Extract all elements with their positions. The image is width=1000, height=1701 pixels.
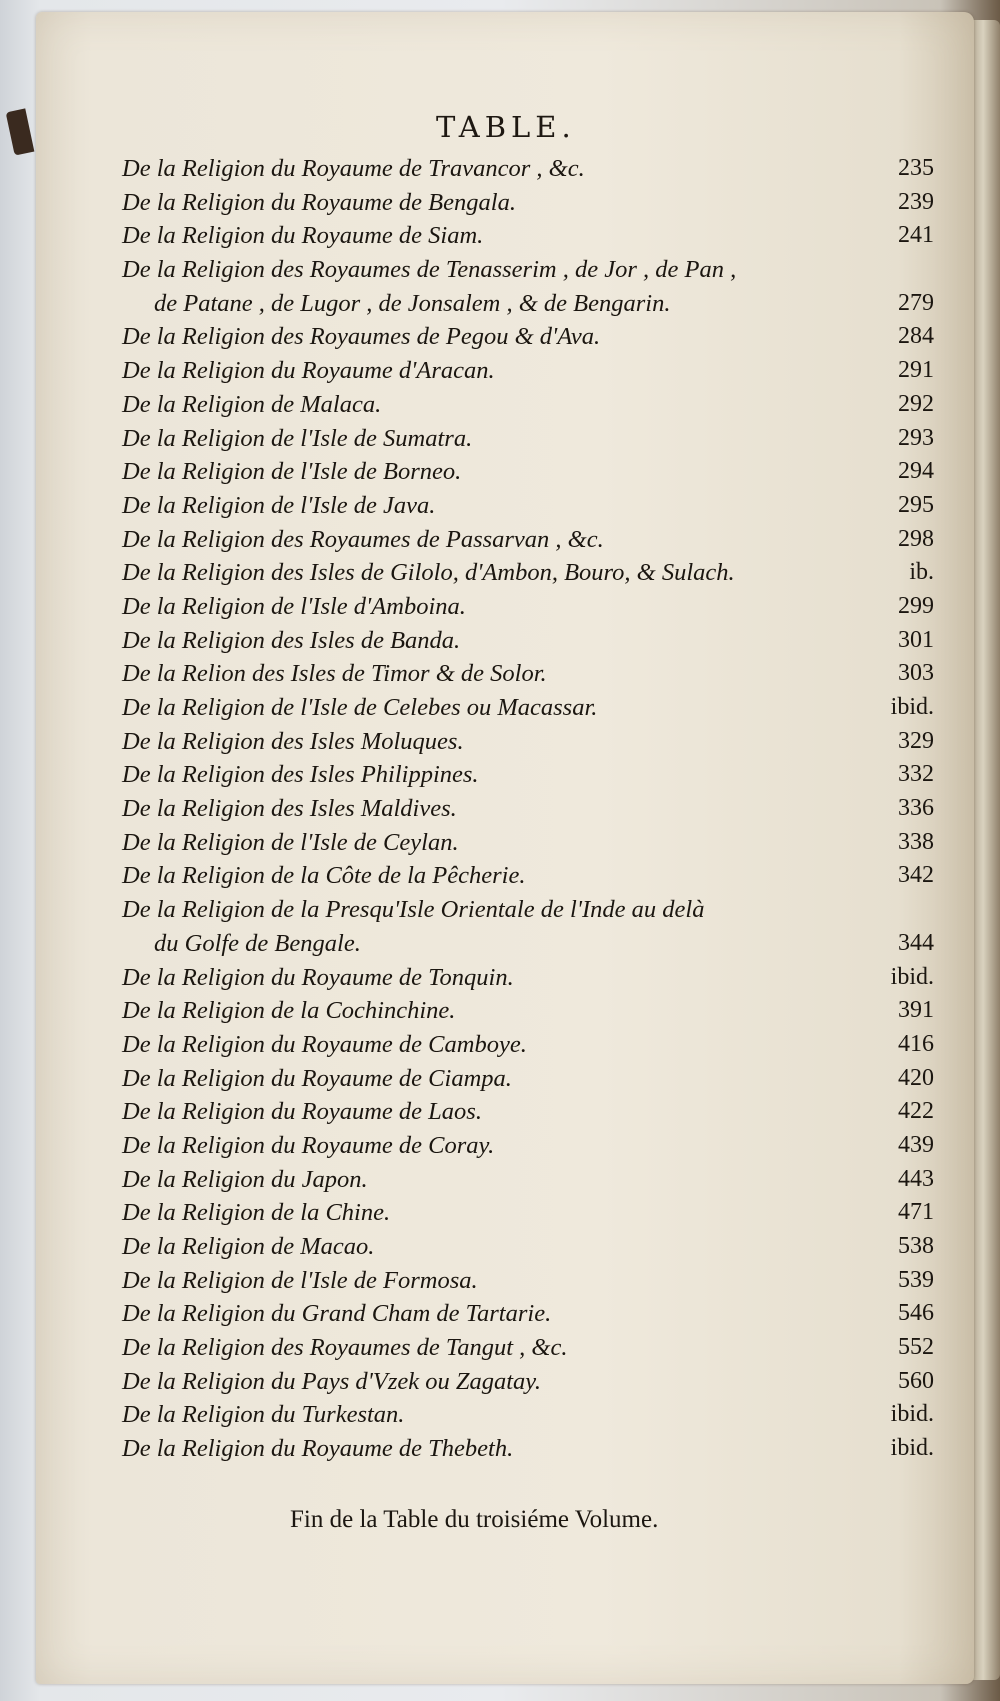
toc-entry-title	[122, 691, 934, 725]
toc-entry-text: De la Religion de l'Isle de Borneo.	[122, 458, 462, 486]
toc-entry-title	[122, 1297, 934, 1331]
toc-page-number: ib.	[909, 559, 934, 586]
toc-entry-text: de Patane , de Lugor , de Jonsalem , & de Bengarin.	[154, 289, 671, 317]
toc-page-number: 235	[898, 155, 934, 181]
toc-entry	[122, 1196, 934, 1230]
running-head: TABLE.	[436, 110, 576, 144]
toc-entry	[122, 758, 934, 792]
toc-entry-text: De la Religion du Royaume de Coray.	[122, 1131, 495, 1159]
toc-entry-title	[122, 590, 934, 624]
toc-entry	[122, 152, 934, 186]
toc-entry-title	[122, 354, 934, 388]
toc-page-number: 241	[898, 222, 934, 249]
toc-entry-text: De la Relion des Isles de Timor & de Solor.	[122, 660, 547, 688]
toc-page-number: 344	[898, 929, 934, 956]
toc-page-number: 443	[898, 1165, 934, 1192]
toc-entry	[122, 320, 934, 354]
toc-page-number: ibid.	[890, 1435, 934, 1462]
toc-page-number: 298	[898, 525, 934, 552]
toc-entry-text: De la Religion du Pays d'Vzek ou Zagatay.	[122, 1367, 541, 1395]
toc-entry-text: De la Religion de l'Isle de Sumatra.	[122, 424, 473, 452]
toc-entry-text: De la Religion du Royaume de Laos.	[122, 1098, 482, 1126]
toc-page-number: 301	[898, 626, 934, 653]
toc-entry-text: De la Religion de la Chine.	[122, 1199, 391, 1227]
toc-entry	[122, 792, 934, 826]
toc-page-number: 422	[898, 1098, 934, 1125]
toc-entry-text: De la Religion de l'Isle de Celebes ou Macassar.	[122, 694, 598, 721]
toc-entry-text: De la Religion de l'Isle de Ceylan.	[122, 828, 459, 856]
toc-entry-title	[122, 1196, 934, 1230]
toc-entry	[122, 1163, 934, 1197]
toc-entry-text: De la Religion des Isles Maldives.	[122, 795, 457, 823]
toc-entry-text: De la Religion de l'Isle d'Amboina.	[122, 592, 466, 620]
toc-entry	[122, 1028, 934, 1062]
toc-entry	[122, 893, 934, 960]
toc-entry	[122, 354, 934, 388]
adjacent-page-edge	[972, 20, 1000, 1680]
toc-page-number: 546	[898, 1300, 934, 1327]
toc-entry	[122, 219, 934, 253]
toc-page-number: 239	[898, 188, 934, 215]
toc-entry-title	[122, 961, 934, 995]
toc-entry-title	[122, 1398, 934, 1432]
toc-entry-text: De la Religion des Royaumes de Passarvan , &c.	[122, 525, 604, 553]
toc-entry-text: De la Religion du Turkestan.	[122, 1401, 405, 1429]
toc-entry-text: du Golfe de Bengale.	[154, 929, 361, 957]
toc-entry-title	[122, 1129, 934, 1163]
toc-page-number: ibid.	[890, 694, 934, 720]
toc-entry-text: De la Religion de Malaca.	[122, 390, 382, 418]
toc-entry	[122, 1398, 934, 1432]
toc-entry-text: De la Religion du Royaume de Siam.	[122, 222, 484, 250]
toc-entry	[122, 1129, 934, 1163]
toc-page-number: 552	[898, 1334, 934, 1361]
toc-page-number: 338	[898, 828, 934, 855]
toc-entry	[122, 826, 934, 860]
toc-entry	[122, 489, 934, 523]
toc-page-number: 539	[898, 1266, 934, 1293]
toc-entry	[122, 1062, 934, 1096]
toc-entry	[122, 1432, 934, 1466]
toc-page-number: 293	[898, 424, 934, 451]
toc-page-number: 291	[898, 357, 934, 384]
toc-page-number: ibid.	[890, 963, 934, 990]
toc-page-number: 332	[898, 761, 934, 788]
toc-entry-text: De la Religion du Grand Cham de Tartarie.	[122, 1300, 552, 1328]
toc-entry-title	[122, 1230, 934, 1264]
toc-entry	[122, 691, 934, 725]
toc-entry-text: De la Religion de la Cochinchine.	[122, 997, 456, 1025]
toc-entry-title	[122, 1163, 934, 1197]
toc-entry	[122, 1264, 934, 1298]
toc-page-number: 420	[898, 1064, 934, 1091]
toc-entry	[122, 253, 934, 320]
toc-entry	[122, 186, 934, 220]
toc-entry-title	[122, 388, 934, 422]
toc-entry-title	[122, 657, 934, 691]
toc-entry-title	[122, 422, 934, 456]
toc-page-number: 303	[898, 660, 934, 687]
toc-page-number: 292	[898, 390, 934, 417]
toc-entry-text: De la Religion du Royaume de Tonquin.	[122, 963, 514, 991]
toc-entry-title	[122, 556, 934, 590]
toc-page-number: 299	[898, 592, 934, 619]
toc-page-number: 279	[898, 289, 934, 316]
toc-entry-text: De la Religion des Royaumes de Tenasserim , de Jor , de Pan ,	[122, 256, 737, 284]
toc-entry	[122, 624, 934, 658]
toc-entry-text: De la Religion de la Côte de la Pêcherie.	[122, 862, 526, 890]
toc-entry-text: De la Religion du Royaume de Thebeth.	[122, 1435, 514, 1463]
toc-entry-title	[122, 219, 934, 253]
toc-page-number: 471	[898, 1199, 934, 1226]
toc-entry-title	[122, 1028, 934, 1062]
toc-entry-text: De la Religion du Royaume de Ciampa.	[122, 1064, 512, 1092]
toc-entry-text: De la Religion du Royaume d'Aracan.	[122, 357, 495, 385]
toc-entry-text: De la Religion des Isles Philippines.	[122, 761, 479, 789]
toc-page-number: 284	[898, 323, 934, 350]
toc-entry-text: De la Religion de Macao.	[122, 1233, 375, 1260]
toc-entry-title	[122, 792, 934, 826]
toc-entry	[122, 725, 934, 759]
toc-page-number: ibid.	[890, 1401, 934, 1428]
toc-entry-text: De la Religion des Isles Moluques.	[122, 727, 464, 755]
toc-entry	[122, 1297, 934, 1331]
toc-entry-title	[122, 523, 934, 557]
toc-entry-title	[122, 489, 934, 523]
toc-entry-title	[122, 725, 934, 759]
toc-page-number: 439	[898, 1131, 934, 1158]
toc-entry-title	[122, 994, 934, 1028]
toc-entry-text: De la Religion du Royaume de Travancor , &c.	[122, 155, 585, 182]
toc-page-number: 560	[898, 1367, 934, 1394]
toc-entry-text: De la Religion de l'Isle de Java.	[122, 491, 436, 519]
toc-entry	[122, 590, 934, 624]
toc-entry-title	[122, 758, 934, 792]
toc-entry-text: De la Religion du Royaume de Camboye.	[122, 1030, 527, 1058]
toc-entry	[122, 523, 934, 557]
toc-entry-text: De la Religion de l'Isle de Formosa.	[122, 1266, 478, 1294]
toc-page-number: 295	[898, 491, 934, 518]
toc-entry	[122, 1230, 934, 1264]
toc-entry-title	[122, 859, 934, 893]
toc-entry-text: De la Religion du Japon.	[122, 1165, 368, 1193]
toc-page-number: 391	[898, 997, 934, 1024]
toc-entry	[122, 657, 934, 691]
toc-entry-title	[122, 826, 934, 860]
toc-entry-title	[122, 893, 934, 927]
table-of-contents	[122, 152, 934, 1466]
toc-entry-title	[122, 1062, 934, 1096]
toc-page-number: 416	[898, 1030, 934, 1057]
toc-entry	[122, 961, 934, 995]
toc-entry-text: De la Religion de la Presqu'Isle Orientale de l'Inde au delà	[122, 896, 705, 924]
toc-entry-title	[122, 152, 934, 186]
toc-entry-text: De la Religion des Royaumes de Tangut , &c.	[122, 1334, 568, 1362]
toc-entry-title	[122, 1264, 934, 1298]
toc-entry-text: De la Religion du Royaume de Bengala.	[122, 188, 516, 216]
toc-page-number: 342	[898, 862, 934, 889]
toc-entry	[122, 455, 934, 489]
toc-entry	[122, 994, 934, 1028]
toc-entry-title	[122, 455, 934, 489]
toc-entry-continuation	[122, 927, 934, 961]
toc-entry-title	[122, 1365, 934, 1399]
toc-entry	[122, 422, 934, 456]
toc-page-number: 294	[898, 458, 934, 485]
colophon: Fin de la Table du troisiéme Volume.	[290, 1506, 659, 1533]
toc-entry-title	[122, 1095, 934, 1129]
toc-entry-title	[122, 1331, 934, 1365]
toc-entry-title	[122, 253, 934, 287]
toc-entry-text: De la Religion des Isles de Banda.	[122, 626, 461, 654]
toc-entry-text: De la Religion des Royaumes de Pegou & d'Ava.	[122, 323, 601, 351]
toc-entry	[122, 1331, 934, 1365]
toc-entry	[122, 1095, 934, 1129]
toc-entry	[122, 1365, 934, 1399]
toc-page-number: 336	[898, 795, 934, 822]
toc-page-number: 329	[898, 727, 934, 754]
toc-entry	[122, 859, 934, 893]
toc-entry	[122, 556, 934, 590]
toc-entry-title	[122, 320, 934, 354]
toc-entry-continuation	[122, 287, 934, 321]
toc-entry-text: De la Religion des Isles de Gilolo, d'Ambon, Bouro, & Sulach.	[122, 559, 735, 587]
toc-entry-title	[122, 1432, 934, 1466]
toc-page-number: 538	[898, 1233, 934, 1259]
toc-entry	[122, 388, 934, 422]
toc-entry-title	[122, 624, 934, 658]
toc-entry-title	[122, 186, 934, 220]
